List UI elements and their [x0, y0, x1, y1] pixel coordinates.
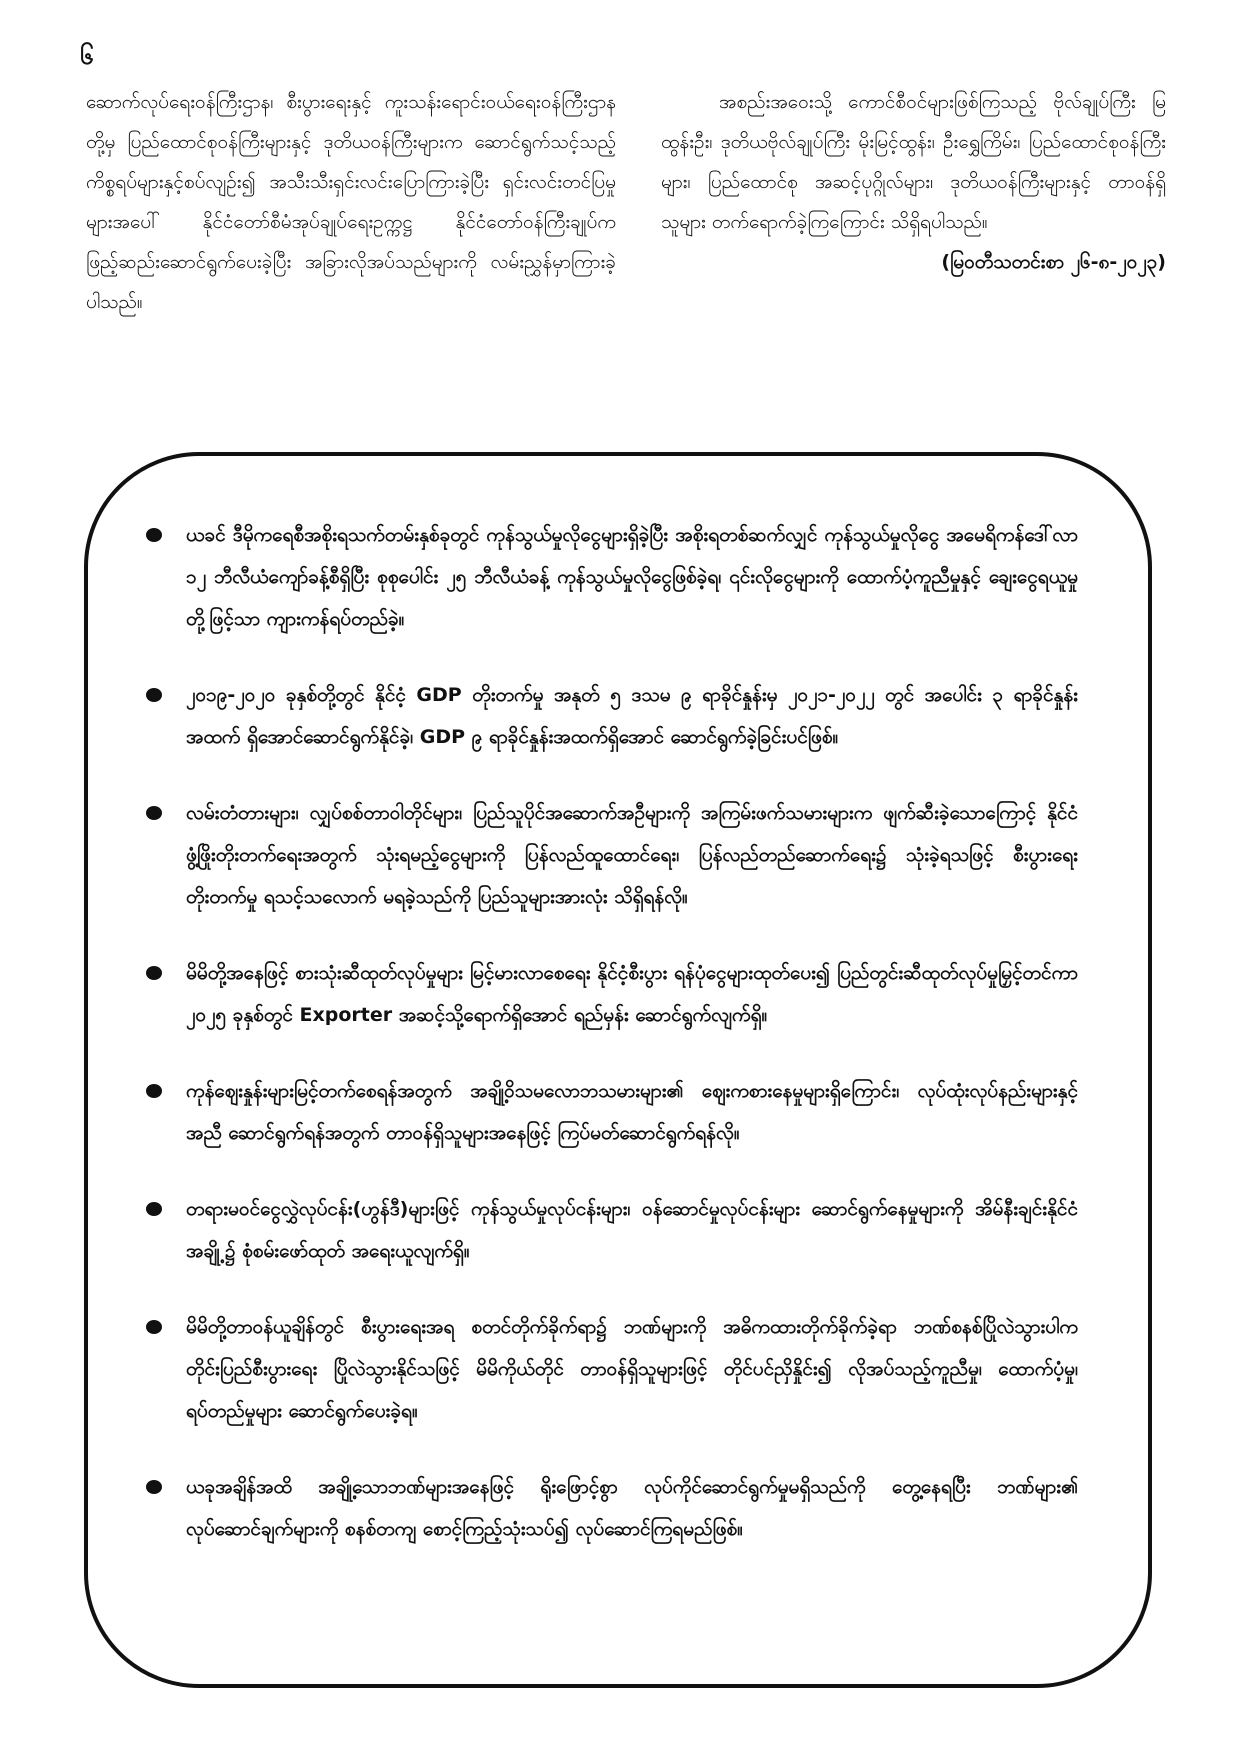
bullet-icon	[146, 806, 162, 820]
bullet-icon	[146, 1084, 162, 1098]
bullet-text: မိမိတို့အနေဖြင့် စားသုံးဆီထုတ်လုပ်မှုများ မြင့်မားလာစေရေး နိုင်ငံ့စီးပွား ရန်ပုံငွေများထုတ်ပေး၍ ပြည်တွင်းဆီထုတ်လုပ်မှုမြှင့်တင်ကာ ၂၀၂၅ ခုနှစ်တွင် Exporter အဆင့်သို့ရောက်ရှိအောင် ရည်မှန်း ဆောင်ရွက်လျက်ရှိ။	[186, 962, 1078, 1026]
right-column-text: အစည်းအဝေးသို့ ကောင်စီဝင်များဖြစ်ကြသည့် ဗိုလ်ချုပ်ကြီး မြထွန်းဦး၊ ဒုတိယဗိုလ်ချုပ်ကြီး မိုးမြင့်ထွန်း၊ ဦးရွှေကြိမ်း၊ ပြည်ထောင်စုဝန်ကြီးများ၊ ပြည်ထောင်စု အဆင့်ပုဂ္ဂိုလ်များ၊ ဒုတိယဝန်ကြီးများနှင့် တာဝန်ရှိသူများ တက်ရောက်ခဲ့ကြကြောင်း သိရှိရပါသည်။	[661, 91, 1166, 233]
bullet-item	[146, 674, 1078, 758]
left-column-text: ဆောက်လုပ်ရေးဝန်ကြီးဌာန၊ စီးပွားရေးနှင့် ကူးသန်းရောင်းဝယ်ရေးဝန်ကြီးဌာနတို့မှ ပြည်ထောင်စုဝန်ကြီးများနှင့် ဒုတိယဝန်ကြီးများက ဆောင်ရွက်သင့်သည့် ကိစ္စရပ်များနှင့်စပ်လျဉ်း၍ အသီးသီးရှင်းလင်းပြောကြားခဲ့ပြီး ရှင်းလင်းတင်ပြမှုများအပေါ် နိုင်ငံတော်စီမံအုပ်ချုပ်ရေးဥက္ကဋ္ဌ နိုင်ငံတော်ဝန်ကြီးချုပ်က ဖြည့်ဆည်းဆောင်ရွက်ပေးခဲ့ပြီး အခြားလိုအပ်သည်များကို လမ်းညွှန်မှာကြားခဲ့ပါသည်။	[86, 91, 616, 313]
bullet-text: တရားမဝင်ငွေလွှဲလုပ်ငန်း(ဟွန်ဒီ)များဖြင့် ကုန်သွယ်မှုလုပ်ငန်းများ၊ ဝန်ဆောင်မှုလုပ်ငန်းများ ဆောင်ရွက်နေမှုများကို အိမ်နီးချင်းနိုင်ငံအချို့၌ စုံစမ်းဖော်ထုတ် အရေးယူလျက်ရှိ။	[186, 1198, 1078, 1262]
bullet-item	[146, 1466, 1078, 1550]
bullet-text: လမ်းတံတားများ၊ လျှပ်စစ်တာဝါတိုင်များ၊ ပြည်သူပိုင်အဆောက်အဦများကို အကြမ်းဖက်သမားများက ဖျက်ဆီးခဲ့သောကြောင့် နိုင်ငံဖွံ့ဖြိုးတိုးတက်ရေးအတွက် သုံးရမည့်ငွေများကို ပြန်လည်ထူထောင်ရေး၊ ပြန်လည်တည်ဆောက်ရေး၌ သုံးခဲ့ရသဖြင့် စီးပွားရေးတိုးတက်မှု ရသင့်သလောက် မရခဲ့သည်ကို ပြည်သူများအားလုံး သိရှိရန်လို။	[186, 802, 1078, 908]
bullet-list	[146, 514, 1078, 1550]
bullet-item	[146, 1306, 1078, 1432]
page-number: ၆	[80, 42, 94, 70]
left-column	[86, 82, 616, 422]
bullet-text: မိမိတို့တာဝန်ယူချိန်တွင် စီးပွားရေးအရ စတင်တိုက်ခိုက်ရာ၌ ဘဏ်များကို အဓိကထားတိုက်ခိုက်ခဲ့ရာ ဘဏ်စနစ်ပြိုလဲသွားပါက တိုင်းပြည်စီးပွားရေး ပြိုလဲသွားနိုင်သဖြင့် မိမိကိုယ်တိုင် တာဝန်ရှိသူများဖြင့် တိုင်ပင်ညှိနှိုင်း၍ လိုအပ်သည့်ကူညီမှု၊ ထောက်ပံ့မှု၊ ရပ်တည်မှုများ ဆောင်ရွက်ပေးခဲ့ရ။	[186, 1316, 1078, 1422]
right-column	[661, 82, 1166, 422]
bullet-icon	[146, 528, 162, 542]
bullet-icon	[146, 1320, 162, 1334]
bullet-text: ကုန်ဈေးနှုန်းများမြင့်တက်စေရန်အတွက် အချို့ဝိသမလောဘသမားများ၏ ဈေးကစားနေမှုများရှိကြောင်း၊ လုပ်ထုံးလုပ်နည်းများနှင့်အညီ ဆောင်ရွက်ရန်အတွက် တာဝန်ရှိသူများအနေဖြင့် ကြပ်မတ်ဆောင်ရွက်ရန်လို။	[186, 1080, 1078, 1144]
article-columns	[86, 82, 1166, 422]
bullet-text: ၂၀၁၉-၂၀၂၀ ခုနှစ်တို့တွင် နိုင်ငံ့ GDP တိုးတက်မှု အနုတ် ၅ ဒသမ ၉ ရာခိုင်နှုန်းမှ ၂၀၂၁-၂၀၂၂ တွင် အပေါင်း ၃ ရာခိုင်နှုန်းအထက် ရှိအောင်ဆောင်ရွက်နိုင်ခဲ့၊ GDP ၉ ရာခိုင်နှုန်းအထက်ရှိအောင် ဆောင်ရွက်ခဲ့ခြင်းပင်ဖြစ်။	[186, 684, 1078, 748]
bullet-icon	[146, 1480, 162, 1494]
bullet-item	[146, 514, 1078, 640]
bullet-icon	[146, 966, 162, 980]
summary-box	[84, 452, 1152, 1688]
bullet-item	[146, 952, 1078, 1036]
bullet-icon	[146, 688, 162, 702]
bullet-text: ယခုအချိန်အထိ အချို့သောဘဏ်များအနေဖြင့် ရိုးဖြောင့်စွာ လုပ်ကိုင်ဆောင်ရွက်မှုမရှိသည်ကို တွေ့နေရပြီး ဘဏ်များ၏ လုပ်ဆောင်ချက်များကို စနစ်တကျ စောင့်ကြည့်သုံးသပ်၍ လုပ်ဆောင်ကြရမည်ဖြစ်။	[186, 1476, 1078, 1540]
bullet-item	[146, 1188, 1078, 1272]
bullet-item	[146, 1070, 1078, 1154]
source-citation: (မြဝတီသတင်းစာ ၂၆-၈-၂၀၂၃)	[941, 251, 1166, 273]
bullet-text: ယခင် ဒီမိုကရေစီအစိုးရသက်တမ်းနှစ်ခုတွင် ကုန်သွယ်မှုလိုငွေများရှိခဲ့ပြီး အစိုးရတစ်ဆက်လျှင် ကုန်သွယ်မှုလိုငွေ အမေရိကန်ဒေါ်လာ ၁၂ ဘီလီယံကျော်ခန့်စီရှိပြီး စုစုပေါင်း ၂၅ ဘီလီယံခန့် ကုန်သွယ်မှုလိုငွေဖြစ်ခဲ့ရ၊ ၎င်းလိုငွေများကို ထောက်ပံ့ကူညီမှုနှင့် ချေးငွေရယူမှုတို့ဖြင့်သာ ကျားကန်ရပ်တည်ခဲ့။	[186, 524, 1078, 630]
bullet-icon	[146, 1202, 162, 1216]
bullet-item	[146, 792, 1078, 918]
